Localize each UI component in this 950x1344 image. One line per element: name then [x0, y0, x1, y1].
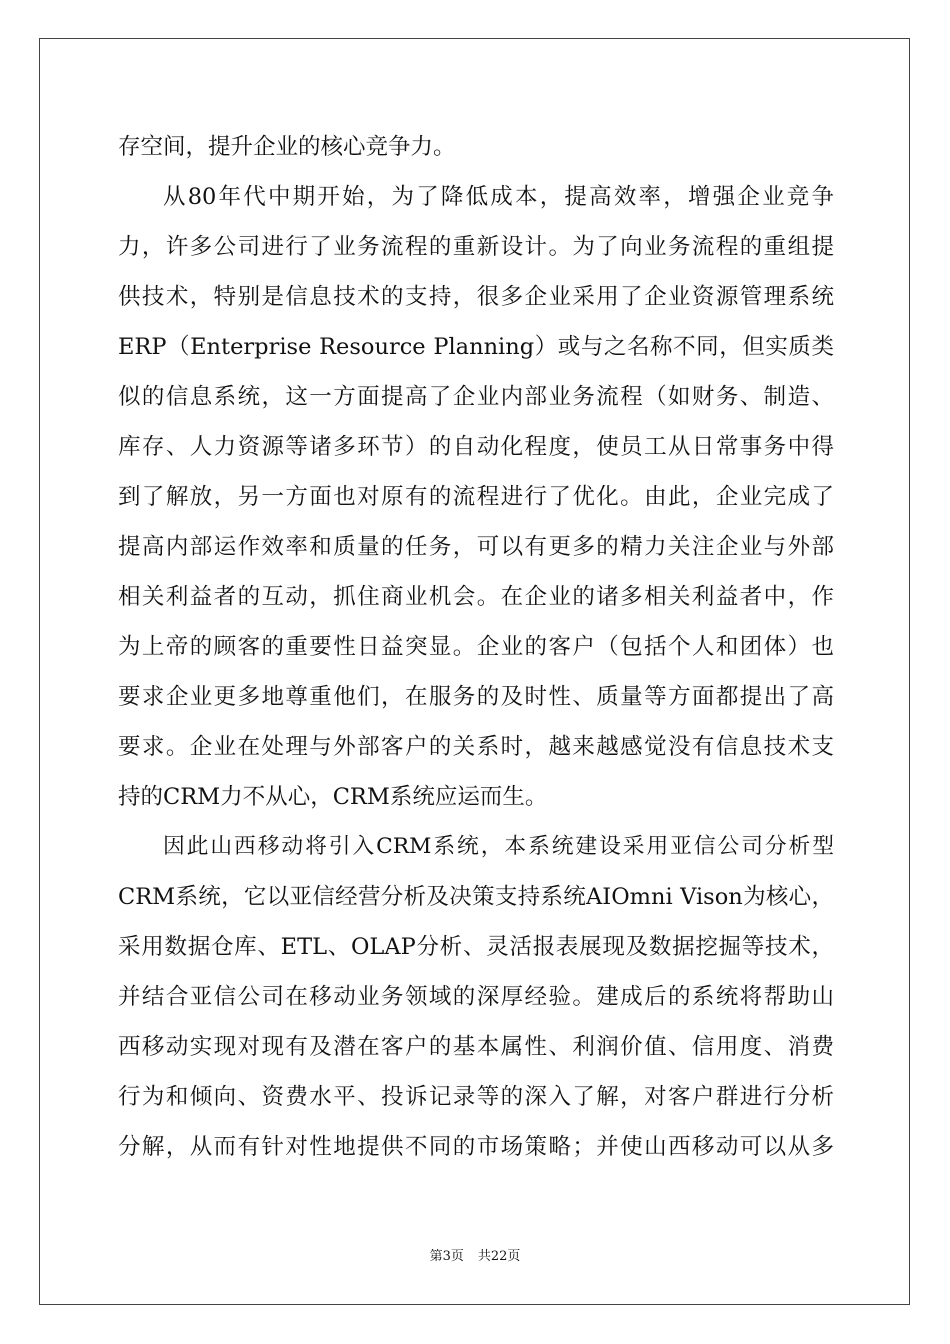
- text-line: 库存、人力资源等诸多环节）的自动化程度，使员工从日常事务中得: [118, 434, 834, 460]
- text-line: ERP（Enterprise Resource Planning）或与之名称不同，但实质类: [118, 334, 834, 360]
- text-line: 分解，从而有针对性地提供不同的市场策略；并使山西移动可以从多: [118, 1134, 834, 1160]
- page-number: 第3页: [429, 1249, 464, 1264]
- text-line: 并结合亚信公司在移动业务领域的深厚经验。建成后的系统将帮助山: [118, 984, 834, 1010]
- document-body: [118, 122, 834, 1172]
- text-line: 为上帝的顾客的重要性日益突显。企业的客户（包括个人和团体）也: [118, 634, 834, 660]
- page-footer: [0, 1249, 950, 1265]
- text-line: 西移动实现对现有及潜在客户的基本属性、利润价值、信用度、消费: [118, 1034, 834, 1060]
- text-line: 采用数据仓库、ETL、OLAP分析、灵活报表展现及数据挖掘等技术，: [118, 934, 834, 960]
- text-line: 从80年代中期开始，为了降低成本，提高效率，增强企业竞争: [163, 184, 834, 210]
- text-line: 到了解放，另一方面也对原有的流程进行了优化。由此，企业完成了: [118, 484, 834, 510]
- paragraph: [118, 172, 834, 822]
- paragraph: [118, 822, 834, 1172]
- text-line: CRM系统，它以亚信经营分析及决策支持系统AIOmni Vison为核心，: [118, 884, 834, 910]
- total-pages: 共22页: [477, 1249, 521, 1264]
- paragraph: [118, 122, 834, 172]
- text-line: 要求企业更多地尊重他们，在服务的及时性、质量等方面都提出了高: [118, 684, 834, 710]
- text-line: 似的信息系统，这一方面提高了企业内部业务流程（如财务、制造、: [118, 384, 834, 410]
- text-line: 供技术，特别是信息技术的支持，很多企业采用了企业资源管理系统: [118, 284, 834, 310]
- text-line: 要求。企业在处理与外部客户的关系时，越来越感觉没有信息技术支: [118, 734, 834, 760]
- text-line: 行为和倾向、资费水平、投诉记录等的深入了解，对客户群进行分析: [118, 1084, 834, 1110]
- text-line: 提高内部运作效率和质量的任务，可以有更多的精力关注企业与外部: [118, 534, 834, 560]
- text-line: 存空间，提升企业的核心竞争力。: [118, 134, 456, 160]
- text-line: 持的CRM力不从心，CRM系统应运而生。: [118, 784, 548, 810]
- text-line: 因此山西移动将引入CRM系统，本系统建设采用亚信公司分析型: [163, 834, 834, 859]
- text-line: 相关利益者的互动，抓住商业机会。在企业的诸多相关利益者中，作: [118, 584, 834, 610]
- text-line: 力，许多公司进行了业务流程的重新设计。为了向业务流程的重组提: [118, 234, 834, 260]
